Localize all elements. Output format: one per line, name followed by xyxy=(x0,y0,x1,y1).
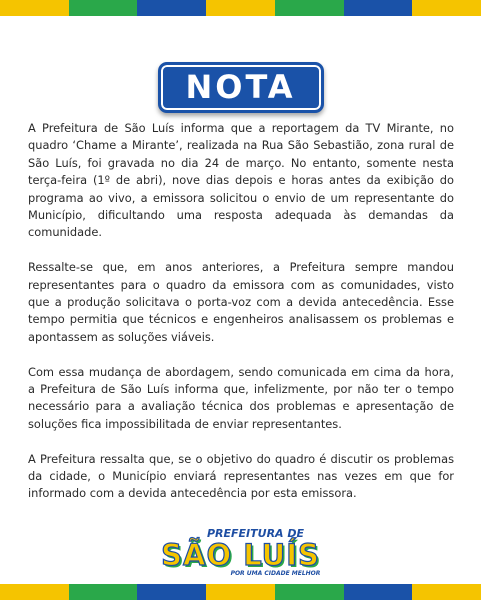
stripe-segment xyxy=(344,584,413,600)
paragraph-1: A Prefeitura de São Luís informa que a reportagem da TV Mirante, no quadro ‘Chame a Mirante’, realizada na Rua São Sebastião, zona rural de São Luís, foi gravada no dia 24 de março. No entanto, somente nesta terça-feira (1º de abri), nove dias depois e horas antes da exibição do programa ao vivo, a emissora solicitou o envio de um representante do Município, dificultando uma resposta adequada às demandas da comunidade. xyxy=(28,121,454,240)
title-badge-wrap xyxy=(0,62,481,113)
stripe-segment xyxy=(412,0,481,16)
stripe-segment xyxy=(206,0,275,16)
stripe-segment xyxy=(137,584,206,600)
bottom-color-stripe xyxy=(0,584,481,600)
stripe-segment xyxy=(206,584,275,600)
stripe-segment xyxy=(344,0,413,16)
stripe-segment xyxy=(69,584,138,600)
paragraph-2: Ressalte-se que, em anos anteriores, a Prefeitura sempre mandou representantes para o quadro da emissora com as comunidades, visto que a produção solicitava o porta-voz com a devida antecedência. Esse tempo permitia que técnicos e engenheiros analisassem os problemas e apontassem as soluções viáveis. xyxy=(28,260,454,344)
logo-main-text: SÃO LUÍS xyxy=(161,538,320,572)
stripe-segment xyxy=(137,0,206,16)
stripe-segment xyxy=(0,584,69,600)
prefeitura-logo xyxy=(0,528,481,578)
note-body xyxy=(28,120,454,520)
paragraph-4: A Prefeitura ressalta que, se o objetivo do quadro é discutir os problemas da cidade, o Município enviará representantes nas vezes em que for informado com a devida antecedência por esta emissora. xyxy=(28,451,454,501)
stripe-segment xyxy=(275,584,344,600)
stripe-segment xyxy=(0,0,69,16)
logo-slogan: POR UMA CIDADE MELHOR xyxy=(230,570,321,577)
logo-top-text: PREFEITURA DE xyxy=(206,527,305,540)
stripe-segment xyxy=(69,0,138,16)
paragraph-3: Com essa mudança de abordagem, sendo comunicada em cima da hora, a Prefeitura de São Luís informa que, infelizmente, por não ter o tempo necessário para a avaliação técnica dos problemas e apresentação de soluções fica impossibilitada de enviar representantes. xyxy=(28,364,454,431)
stripe-segment xyxy=(275,0,344,16)
title-badge: NOTA xyxy=(158,62,324,113)
stripe-segment xyxy=(412,584,481,600)
top-color-stripe xyxy=(0,0,481,16)
